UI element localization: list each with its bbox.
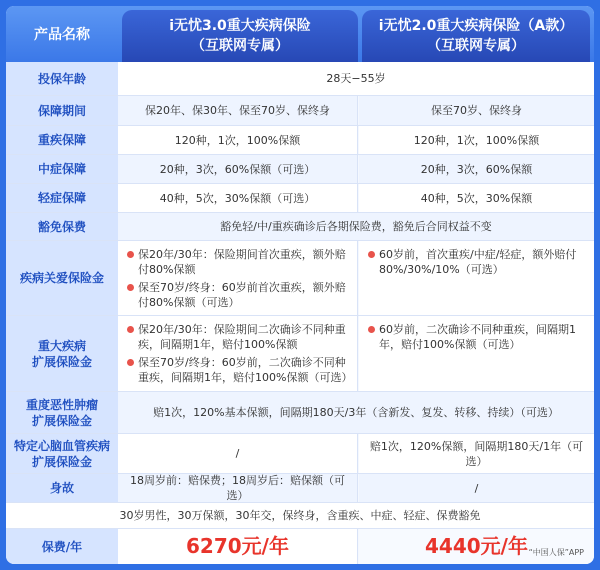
list-item: 保至70岁/终身：60岁前首次重疾，额外赔付80%保额（可选） bbox=[126, 280, 349, 310]
waiver-value: 豁免轻/中/重疾确诊后各期保险费，豁免后合同权益不变 bbox=[118, 213, 594, 240]
critical-plan2: 120种，1次，100%保额 bbox=[359, 126, 594, 154]
row-example bbox=[6, 503, 594, 529]
row-label: 重疾保障 bbox=[6, 126, 118, 154]
mild-plan1: 40种，5次，30%保额（可选） bbox=[118, 184, 358, 212]
plan-3-0-title: i无忧3.0重大疾病保险 bbox=[169, 18, 311, 34]
death-plan2: / bbox=[359, 474, 594, 502]
major-ext-plan1 bbox=[118, 316, 358, 391]
row-label-line: 特定心脑血管疾病 bbox=[13, 438, 110, 453]
row-label-line: 扩展保险金 bbox=[31, 354, 92, 369]
row-cancer bbox=[6, 392, 594, 434]
plan-2-0-header bbox=[362, 10, 590, 62]
row-label bbox=[6, 434, 118, 473]
price-plan1: 6270元/年 bbox=[186, 534, 289, 558]
row-label-line: 扩展保险金 bbox=[31, 454, 92, 469]
row-label: 保费/年 bbox=[6, 529, 118, 564]
row-major-ext bbox=[6, 316, 594, 392]
row-label bbox=[6, 316, 118, 391]
row-mild bbox=[6, 184, 594, 213]
row-label: 疾病关爱保险金 bbox=[6, 241, 118, 315]
row-label: 投保年龄 bbox=[6, 62, 118, 95]
row-death bbox=[6, 474, 594, 503]
row-label-line: 重大疾病 bbox=[37, 338, 86, 353]
list-item: 保20年/30年：保险期间首次重疾，额外赔付80%保额 bbox=[126, 247, 349, 277]
cardio-plan1: / bbox=[118, 434, 358, 473]
row-label-line: 重度恶性肿瘤 bbox=[25, 397, 98, 412]
moderate-plan1: 20种，3次，60%保额（可选） bbox=[118, 155, 358, 183]
row-waiver bbox=[6, 213, 594, 241]
row-label: 豁免保费 bbox=[6, 213, 118, 240]
row-care bbox=[6, 241, 594, 316]
moderate-plan2: 20种，3次，60%保额 bbox=[359, 155, 594, 183]
row-label bbox=[6, 392, 118, 433]
list-item: 60岁前，首次重疾/中症/轻症，额外赔付80%/30%/10%（可选） bbox=[367, 247, 586, 277]
row-cardio bbox=[6, 434, 594, 474]
term-plan1: 保20年、保30年、保至70岁、保终身 bbox=[118, 96, 358, 125]
term-plan2: 保至70岁、保终身 bbox=[359, 96, 594, 125]
list-item: 保20年/30年：保险期间二次确诊不同种重疾，间隔期1年，赔付100%保额 bbox=[126, 322, 349, 352]
row-label: 保障期间 bbox=[6, 96, 118, 125]
table-header bbox=[6, 6, 594, 62]
plan-3-0-subtitle: （互联网专属） bbox=[191, 38, 289, 54]
row-moderate bbox=[6, 155, 594, 184]
critical-plan1: 120种，1次，100%保额 bbox=[118, 126, 358, 154]
major-ext-plan2 bbox=[359, 316, 594, 391]
cancer-value: 赔1次，120%基本保额，间隔期180天/3年（含新发、复发、转移、持续）（可选） bbox=[118, 392, 594, 433]
row-label-line: 扩展保险金 bbox=[31, 413, 92, 428]
cardio-plan2: 赔1次，120%保额，间隔期180天/1年（可选） bbox=[359, 434, 594, 473]
row-label: 中症保障 bbox=[6, 155, 118, 183]
premium-plan1 bbox=[118, 529, 358, 564]
death-plan1: 18周岁前：赔保费；18周岁后：赔保额（可选） bbox=[118, 474, 358, 502]
row-label: 身故 bbox=[6, 474, 118, 502]
example-note: 30岁男性，30万保额，30年交，保终身，含重疾、中症、轻症、保费豁免 bbox=[6, 503, 594, 528]
app-source-tag: “中国人保”APP bbox=[528, 548, 584, 557]
mild-plan2: 40种，5次，30%保额 bbox=[359, 184, 594, 212]
row-premium bbox=[6, 529, 594, 564]
care-plan2 bbox=[359, 241, 594, 315]
price-plan2: 4440元/年 bbox=[425, 534, 528, 558]
product-name-label: 产品名称 bbox=[34, 27, 90, 43]
plan-3-0-header bbox=[122, 10, 358, 62]
comparison-table bbox=[6, 6, 594, 564]
age-value: 28天−55岁 bbox=[118, 62, 594, 95]
row-label: 轻症保障 bbox=[6, 184, 118, 212]
list-item: 60岁前，二次确诊不同种重疾，间隔期1年，赔付100%保额（可选） bbox=[367, 322, 586, 352]
plan-2-0-subtitle: （互联网专属） bbox=[427, 38, 525, 54]
plan-2-0-title: i无忧2.0重大疾病保险（A款） bbox=[378, 18, 574, 34]
list-item: 保至70岁/终身：60岁前，二次确诊不同种重疾，间隔期1年，赔付100%保额（可选） bbox=[126, 355, 349, 385]
row-age bbox=[6, 62, 594, 96]
row-term bbox=[6, 96, 594, 126]
care-plan1 bbox=[118, 241, 358, 315]
row-critical bbox=[6, 126, 594, 155]
